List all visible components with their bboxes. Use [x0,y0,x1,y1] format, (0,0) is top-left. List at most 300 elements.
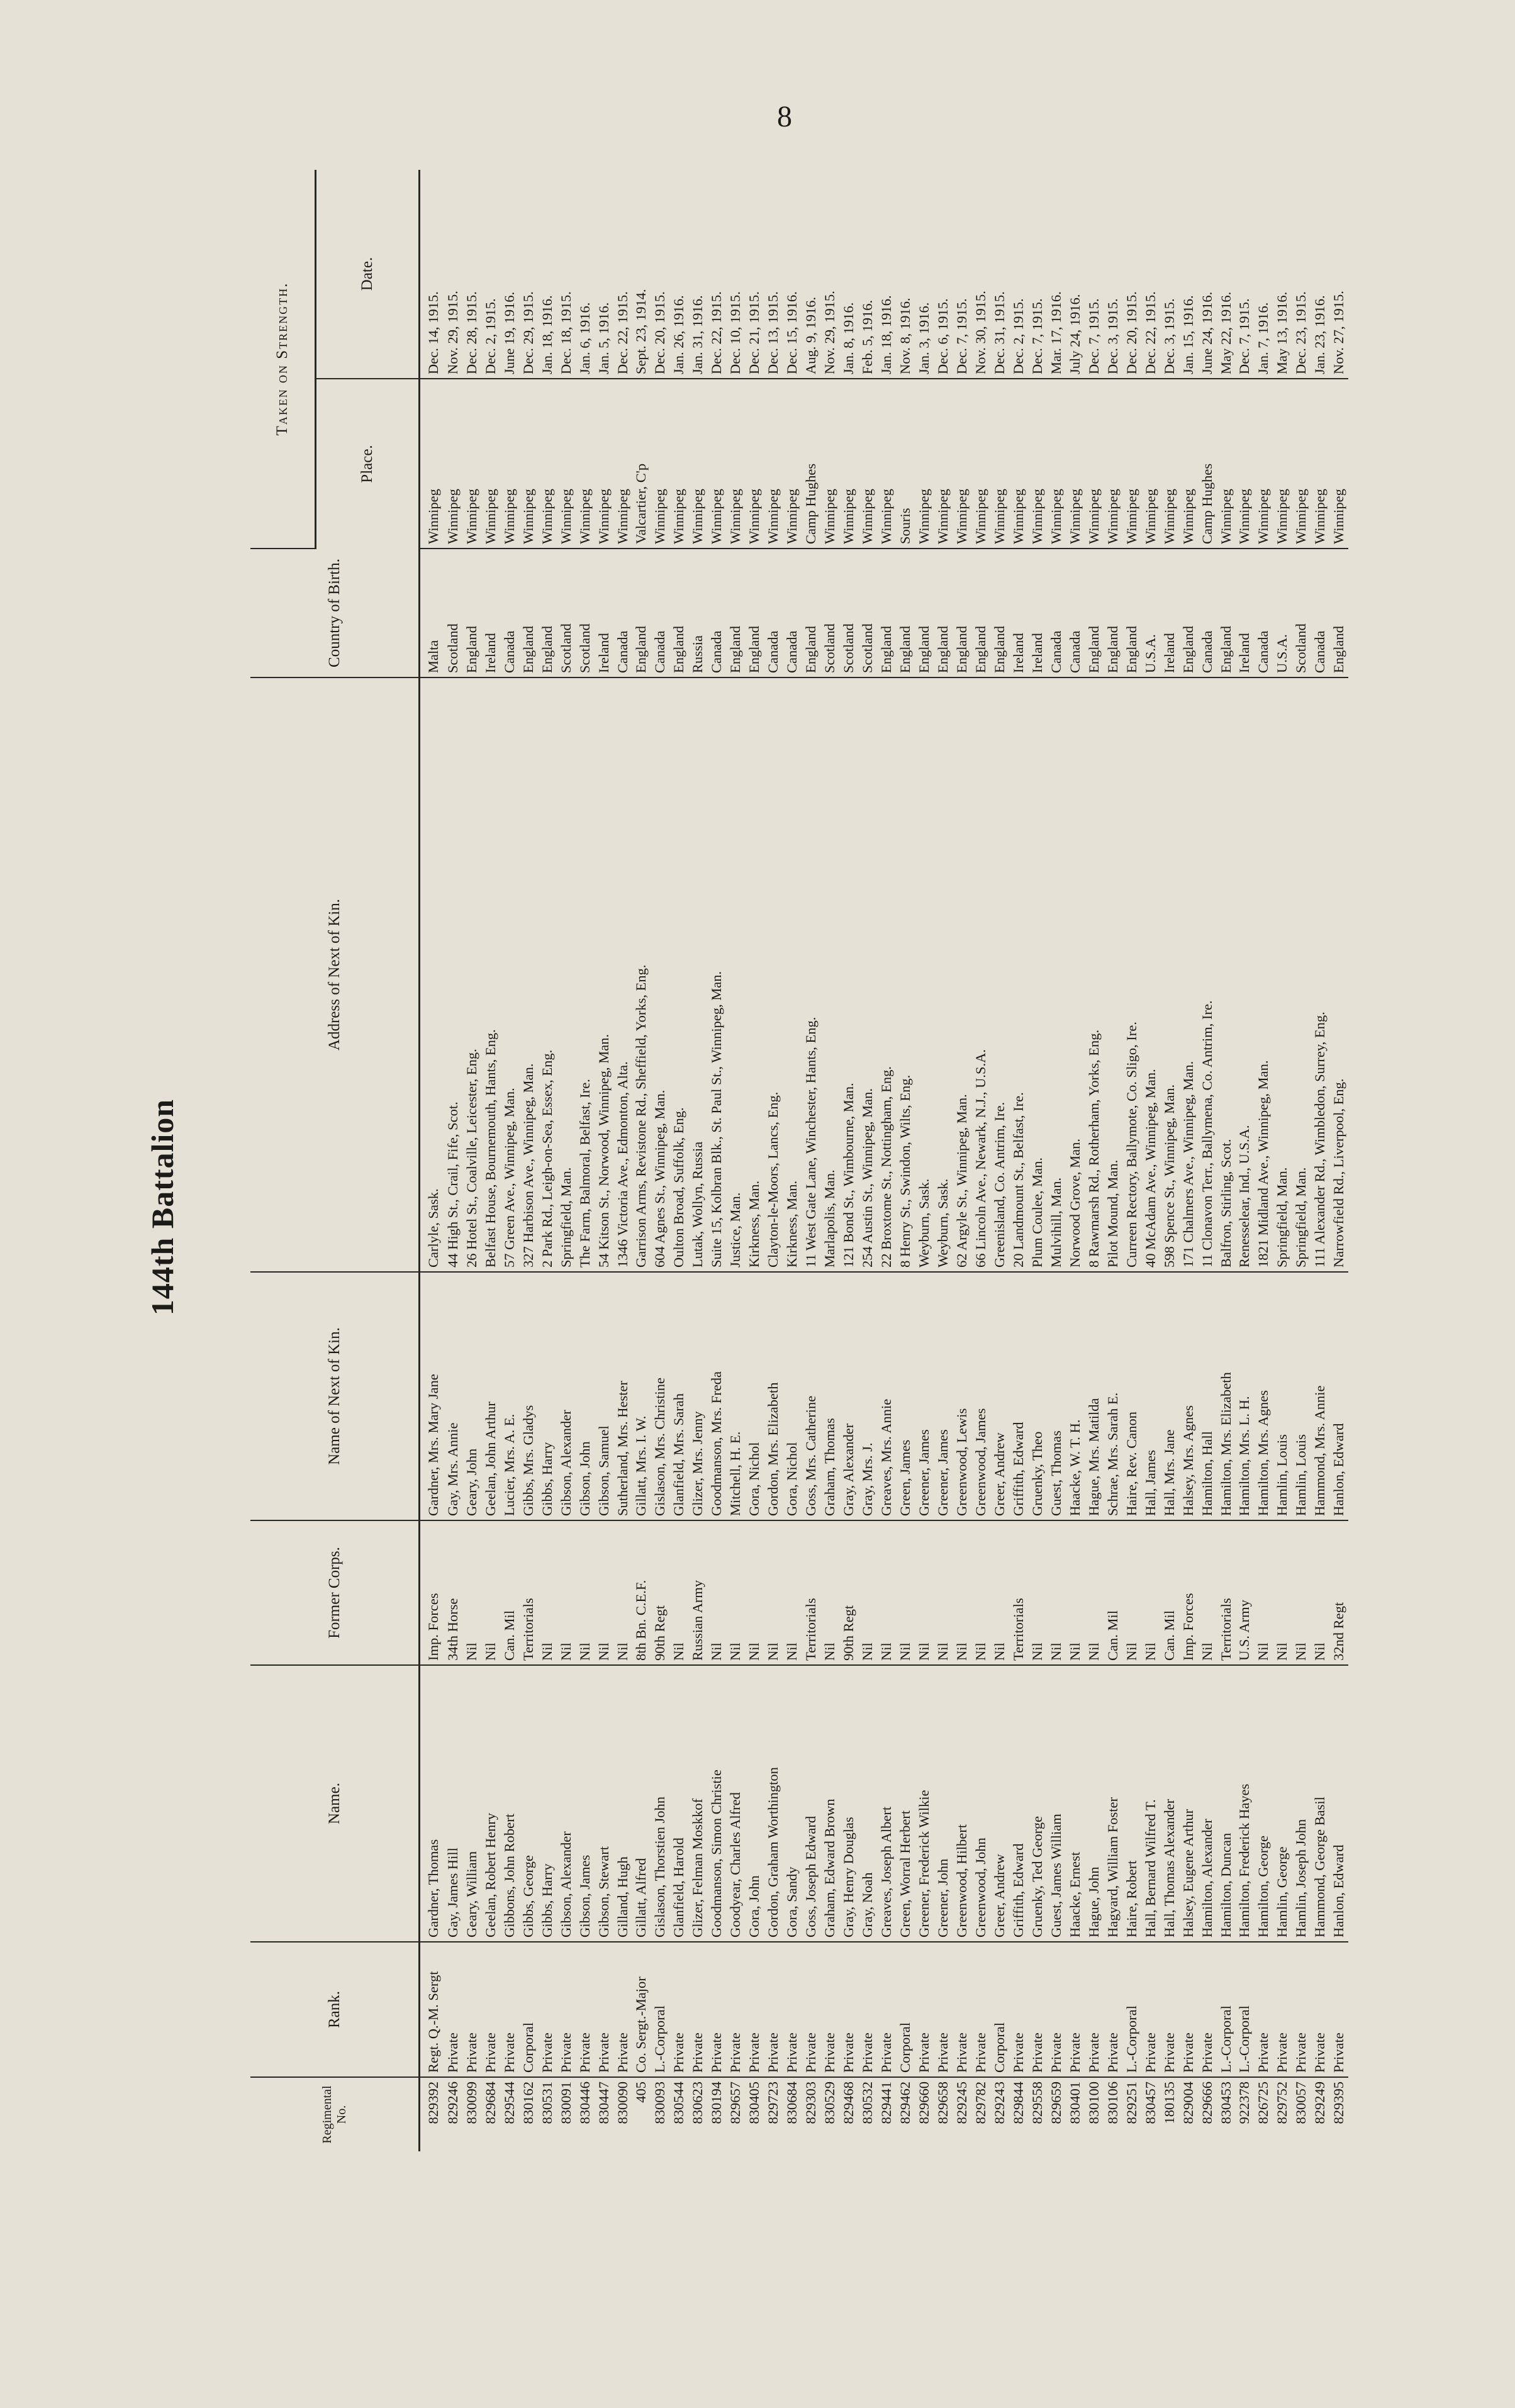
table-row [1235,170,1254,2151]
cell-next-of-kin-name: Sutherland, Mrs. Hester [613,1272,632,1520]
cell-next-of-kin-address: 254 Austin St., Winnipeg, Man. [858,677,877,1272]
cell-next-of-kin-name: Greener, James [934,1272,953,1520]
table-row [632,170,651,2151]
cell-next-of-kin-name: Griffith, Edward [1009,1272,1027,1520]
table-row [745,170,764,2151]
cell-name: Hamilton, Alexander [1197,1665,1216,1942]
cell-rank: Private [688,1942,707,2077]
table-row [877,170,896,2151]
cell-place: Winnipeg [518,379,537,549]
header-address-of-next-of-kin: Address of Next of Kin. [250,677,420,1272]
cell-former-corps: Nil [669,1520,688,1665]
cell-regimental-no: 829246 [444,2082,461,2124]
cell-next-of-kin-name: Mitchell, H. E. [726,1272,745,1520]
cell-country-of-birth: Scotland [575,549,594,677]
cell-country-of-birth: England [462,549,481,677]
cell-name: Gibbs, George [518,1665,537,1942]
cell-next-of-kin-address: Pilot Mound, Man. [1103,677,1122,1272]
cell-rank: Private [556,1942,575,2077]
cell-former-corps: Nil [613,1520,632,1665]
cell-rank: Private [594,1942,613,2077]
cell-regimental-no: 180135 [1161,2082,1177,2124]
cell-former-corps: Nil [877,1520,896,1665]
cell-rank: Private [934,1942,953,2077]
cell-regimental-no: 405 [633,2082,649,2103]
cell-country-of-birth: England [802,549,820,677]
cell-next-of-kin-name: Gislason, Mrs. Christine [651,1272,669,1520]
cell-regimental-no: 829251 [1123,2082,1139,2124]
table-row [613,170,632,2151]
table-row [1292,170,1311,2151]
cell-country-of-birth: England [745,549,764,677]
cell-country-of-birth: Ireland [1009,549,1027,677]
cell-next-of-kin-address: Balfron, Stirling, Scot. [1216,677,1235,1272]
cell-rank: Private [764,1942,783,2077]
cell-next-of-kin-address: 1821 Midland Ave., Winnipeg, Man. [1254,677,1273,1272]
cell-regimental-no: 830405 [746,2082,763,2124]
cell-place: Winnipeg [443,379,462,549]
cell-date: Dec. 28, 1915. [462,170,481,379]
cell-next-of-kin-address: 121 Bond St., Wimbourne, Man. [839,677,858,1272]
table-row [896,170,915,2151]
header-place: Place. [316,379,420,549]
cell-date: Dec. 20, 1915. [651,170,669,379]
cell-former-corps: Nil [537,1520,556,1665]
cell-regimental-no: 830447 [595,2082,612,2124]
cell-name: Gibbs, Harry [537,1665,556,1942]
cell-country-of-birth: Scotland [556,549,575,677]
cell-former-corps: Can. Mil [500,1520,518,1665]
cell-former-corps: Nil [745,1520,764,1665]
cell-former-corps: Territorials [1009,1520,1027,1665]
cell-name: Greener, John [934,1665,953,1942]
table-row [575,170,594,2151]
cell-date: Dec. 15, 1916. [783,170,802,379]
cell-name: Gordon, Graham Worthington [764,1665,783,1942]
cell-former-corps: Nil [481,1520,500,1665]
cell-next-of-kin-address: Kirkness, Man. [745,677,764,1272]
cell-next-of-kin-name: Hall, James [1141,1272,1160,1520]
cell-former-corps: Can. Mil [1160,1520,1178,1665]
cell-date: Dec. 23, 1915. [1292,170,1311,379]
table-row [1311,170,1329,2151]
cell-name: Halsey, Eugene Arthur [1178,1665,1197,1942]
cell-name: Gislason, Thorstien John [651,1665,669,1942]
cell-date: Jan. 8, 1916. [839,170,858,379]
cell-place: Camp Hughes [802,379,820,549]
cell-country-of-birth: Scotland [839,549,858,677]
cell-next-of-kin-name: Gora, Nichol [745,1272,764,1520]
table-row [971,170,990,2151]
cell-next-of-kin-name: Hall, Mrs. Jane [1160,1272,1178,1520]
cell-date: Dec. 2, 1915. [1009,170,1027,379]
table-row [1122,170,1141,2151]
cell-country-of-birth: Ireland [481,549,500,677]
cell-rank: Regt. Q.-M. Sergt [420,1942,444,2077]
cell-place: Winnipeg [1311,379,1329,549]
table-row [1103,170,1122,2151]
cell-rank: Private [1046,1942,1065,2077]
cell-regimental-no: 829558 [1029,2082,1045,2124]
cell-date: Mar. 17, 1916. [1046,170,1065,379]
cell-name: Gardner, Thomas [420,1665,444,1942]
table-row [1084,170,1103,2151]
cell-next-of-kin-address: Renesselear, Ind., U.S.A. [1235,677,1254,1272]
cell-rank: Corporal [896,1942,915,2077]
cell-name: Greer, Andrew [990,1665,1009,1942]
cell-next-of-kin-address: Kirkness, Man. [783,677,802,1272]
cell-rank: Private [745,1942,764,2077]
cell-next-of-kin-name: Haire, Rev. Canon [1122,1272,1141,1520]
cell-name: Greenwood, Hilbert [952,1665,971,1942]
cell-rank: Corporal [518,1942,537,2077]
cell-place: Winnipeg [651,379,669,549]
cell-former-corps: Nil [726,1520,745,1665]
cell-former-corps: Can. Mil [1103,1520,1122,1665]
cell-country-of-birth: Malta [420,549,444,677]
cell-regimental-no: 829544 [501,2082,517,2124]
cell-country-of-birth: England [952,549,971,677]
cell-rank: L.-Corporal [1216,1942,1235,2077]
cell-date: Dec. 3, 1915. [1103,170,1122,379]
cell-date: Dec. 14, 1915. [420,170,444,379]
table-row [1065,170,1084,2151]
cell-place: Winnipeg [820,379,839,549]
cell-date: Dec. 20, 1915. [1122,170,1141,379]
cell-rank: Private [1160,1942,1178,2077]
cell-regimental-no: 829303 [803,2082,819,2124]
table-row [1216,170,1235,2151]
cell-next-of-kin-address: Weyburn, Sask. [934,677,953,1272]
cell-regimental-no: 830684 [784,2082,800,2124]
cell-former-corps: Imp. Forces [1178,1520,1197,1665]
table-row [1160,170,1178,2151]
cell-country-of-birth: England [537,549,556,677]
cell-name: Hamlin, George [1273,1665,1292,1942]
cell-country-of-birth: U.S.A. [1141,549,1160,677]
cell-next-of-kin-name: Gibbs, Harry [537,1272,556,1520]
cell-former-corps: Nil [1292,1520,1311,1665]
cell-next-of-kin-address: Springfield, Man. [1273,677,1292,1272]
cell-next-of-kin-name: Geelan, John Arthur [481,1272,500,1520]
table-row [594,170,613,2151]
cell-date: Dec. 31, 1915. [990,170,1009,379]
cell-name: Hall, Thomas Alexander [1160,1665,1178,1942]
cell-rank: Corporal [990,1942,1009,2077]
cell-country-of-birth: Ireland [1027,549,1046,677]
cell-place: Winnipeg [1141,379,1160,549]
cell-place: Winnipeg [1292,379,1311,549]
table-row [500,170,518,2151]
cell-next-of-kin-name: Hague, Mrs. Matilda [1084,1272,1103,1520]
cell-date: Dec. 29, 1915. [518,170,537,379]
cell-place: Winnipeg [669,379,688,549]
cell-date: Dec. 7, 1915. [1027,170,1046,379]
cell-name: Geary, William [462,1665,481,1942]
cell-place: Winnipeg [613,379,632,549]
cell-name: Geelan, Robert Henry [481,1665,500,1942]
cell-date: Nov. 8, 1916. [896,170,915,379]
cell-next-of-kin-address: Belfast House, Bournemouth, Hants, Eng. [481,677,500,1272]
cell-next-of-kin-name: Hamlin, Louis [1273,1272,1292,1520]
cell-country-of-birth: Scotland [820,549,839,677]
cell-country-of-birth: Canada [1046,549,1065,677]
table-row [707,170,726,2151]
cell-rank: Private [1329,1942,1348,2077]
cell-former-corps: 8th Bn. C.E.F. [632,1520,651,1665]
cell-former-corps: 32nd Regt [1329,1520,1348,1665]
cell-date: Jan. 15, 1916. [1178,170,1197,379]
cell-date: Dec. 18, 1915. [556,170,575,379]
cell-rank: L.-Corporal [1235,1942,1254,2077]
cell-next-of-kin-address: 8 Henry St., Swindon, Wilts, Eng. [896,677,915,1272]
cell-date: Dec. 7, 1915. [952,170,971,379]
cell-former-corps: Nil [707,1520,726,1665]
cell-name: Gay, James Hill [443,1665,462,1942]
table-row [764,170,783,2151]
table-row [537,170,556,2151]
cell-rank: Private [707,1942,726,2077]
cell-place: Winnipeg [1027,379,1046,549]
cell-place: Winnipeg [839,379,858,549]
cell-former-corps: Territorials [802,1520,820,1665]
cell-date: Feb. 5, 1916. [858,170,877,379]
cell-regimental-no: 829659 [1048,2082,1064,2124]
cell-place: Winnipeg [971,379,990,549]
table-row [420,170,444,2151]
cell-rank: Private [575,1942,594,2077]
cell-place: Winnipeg [783,379,802,549]
cell-country-of-birth: Scotland [1292,549,1311,677]
cell-date: Jan. 7, 1916. [1254,170,1273,379]
cell-former-corps: Nil [556,1520,575,1665]
cell-place: Winnipeg [745,379,764,549]
table-row [688,170,707,2151]
cell-regimental-no: 830529 [822,2082,838,2124]
cell-next-of-kin-name: Haacke, W. T. H. [1065,1272,1084,1520]
cell-regimental-no: 830623 [690,2082,706,2124]
cell-former-corps: Nil [915,1520,934,1665]
cell-next-of-kin-address: The Farm, Balmoral, Belfast, Ire. [575,677,594,1272]
cell-next-of-kin-name: Guest, Thomas [1046,1272,1065,1520]
cell-next-of-kin-name: Graham, Thomas [820,1272,839,1520]
roster-body [420,170,1349,2151]
cell-regimental-no: 829243 [991,2082,1007,2124]
cell-regimental-no: 830446 [576,2082,593,2124]
cell-place: Winnipeg [500,379,518,549]
cell-place: Camp Hughes [1197,379,1216,549]
cell-former-corps: Russian Army [688,1520,707,1665]
header-regimental-no: Regimental No. [250,2077,420,2151]
cell-former-corps: Imp. Forces [420,1520,444,1665]
cell-date: Sept. 23, 1914. [632,170,651,379]
cell-place: Winnipeg [1329,379,1348,549]
table-row [1027,170,1046,2151]
cell-next-of-kin-address: Carlyle, Sask. [420,677,444,1272]
cell-place: Winnipeg [1160,379,1178,549]
cell-next-of-kin-address: 111 Alexander Rd., Wimbledon, Surrey, Eng. [1311,677,1329,1272]
cell-next-of-kin-name: Green, James [896,1272,915,1520]
cell-place: Winnipeg [1273,379,1292,549]
cell-rank: Private [877,1942,896,2077]
cell-next-of-kin-name: Hamilton, Hall [1197,1272,1216,1520]
cell-place: Winnipeg [1235,379,1254,549]
cell-regimental-no: 829468 [841,2082,857,2124]
cell-name: Guest, James William [1046,1665,1065,1942]
cell-regimental-no: 829395 [1331,2082,1347,2124]
cell-next-of-kin-address: Oulton Broad, Suffolk, Eng. [669,677,688,1272]
cell-next-of-kin-name: Gray, Mrs. J. [858,1272,877,1520]
cell-date: Dec. 3, 1915. [1160,170,1178,379]
cell-next-of-kin-address: 54 Kitson St., Norwood, Winnipeg, Man. [594,677,613,1272]
cell-name: Gilland, Hugh [613,1665,632,1942]
cell-date: July 24, 1916. [1065,170,1084,379]
cell-former-corps: U.S. Army [1235,1520,1254,1665]
cell-former-corps: Nil [1027,1520,1046,1665]
cell-date: Dec. 2, 1915. [481,170,500,379]
cell-next-of-kin-name: Greenwood, James [971,1272,990,1520]
cell-next-of-kin-name: Glizer, Mrs. Jenny [688,1272,707,1520]
cell-regimental-no: 830057 [1293,2082,1309,2124]
cell-next-of-kin-address: Springfield, Man. [1292,677,1311,1272]
roster-table [250,170,1348,2151]
cell-regimental-no: 830532 [859,2082,876,2124]
cell-regimental-no: 829684 [482,2082,498,2124]
header-rank: Rank. [250,1942,420,2077]
cell-next-of-kin-address: Norwood Grove, Man. [1065,677,1084,1272]
cell-rank: L.-Corporal [651,1942,669,2077]
cell-regimental-no: 830099 [463,2082,479,2124]
cell-rank: Private [1292,1942,1311,2077]
cell-next-of-kin-address: Weyburn, Sask. [915,677,934,1272]
cell-name: Goodmanson, Simon Christie [707,1665,726,1942]
cell-date: Jan. 26, 1916. [669,170,688,379]
table-row [839,170,858,2151]
table-row [1178,170,1197,2151]
cell-rank: Private [1273,1942,1292,2077]
cell-name: Haire, Robert [1122,1665,1141,1942]
cell-rank: Private [613,1942,632,2077]
cell-name: Hamlin, Joseph John [1292,1665,1311,1942]
cell-date: Dec. 22, 1915. [707,170,726,379]
cell-regimental-no: 830162 [520,2082,536,2124]
cell-rank: Private [1084,1942,1103,2077]
page-title: 144th Battalion [145,1098,180,1316]
header-name-of-next-of-kin: Name of Next of Kin. [250,1272,420,1520]
cell-former-corps: Nil [971,1520,990,1665]
cell-regimental-no: 829249 [1312,2082,1328,2124]
cell-name: Hamilton, Frederick Hayes [1235,1665,1254,1942]
cell-date: Dec. 22, 1915. [613,170,632,379]
table-row [651,170,669,2151]
table-row [1254,170,1273,2151]
table-row [915,170,934,2151]
cell-former-corps: Nil [1311,1520,1329,1665]
cell-former-corps: Territorials [1216,1520,1235,1665]
cell-country-of-birth: Scotland [858,549,877,677]
cell-place: Winnipeg [1009,379,1027,549]
cell-name: Hanlon, Edward [1329,1665,1348,1942]
cell-name: Gruenky, Ted George [1027,1665,1046,1942]
cell-date: Jan. 3, 1916. [915,170,934,379]
cell-date: Dec. 7, 1915. [1235,170,1254,379]
cell-regimental-no: 829666 [1199,2082,1215,2124]
table-row [443,170,462,2151]
cell-date: Dec. 21, 1915. [745,170,764,379]
cell-country-of-birth: Russia [688,549,707,677]
cell-former-corps: Nil [1065,1520,1084,1665]
table-row [858,170,877,2151]
cell-place: Winnipeg [952,379,971,549]
cell-regimental-no: 830457 [1142,2082,1158,2124]
cell-rank: Private [500,1942,518,2077]
cell-country-of-birth: Canada [500,549,518,677]
cell-former-corps: Nil [820,1520,839,1665]
cell-next-of-kin-address: 171 Chalmers Ave., Winnipeg, Man. [1178,677,1197,1272]
cell-name: Greener, Frederick Wilkie [915,1665,934,1942]
cell-next-of-kin-name: Hamilton, Mrs. Elizabeth [1216,1272,1235,1520]
cell-next-of-kin-name: Greener, James [915,1272,934,1520]
cell-country-of-birth: Canada [613,549,632,677]
cell-country-of-birth: Canada [764,549,783,677]
cell-former-corps: 90th Regt [839,1520,858,1665]
cell-country-of-birth: Canada [1065,549,1084,677]
cell-former-corps: Territorials [518,1520,537,1665]
cell-place: Souris [896,379,915,549]
cell-name: Hall, Bernard Wilfred T. [1141,1665,1160,1942]
cell-place: Winnipeg [1254,379,1273,549]
cell-rank: Private [915,1942,934,2077]
cell-name: Griffith, Edward [1009,1665,1027,1942]
cell-rank: Private [1178,1942,1197,2077]
cell-regimental-no: 830544 [671,2082,687,2124]
cell-regimental-no: 830531 [539,2082,555,2124]
cell-country-of-birth: England [934,549,953,677]
cell-country-of-birth: England [1329,549,1348,677]
cell-next-of-kin-name: Hammond, Mrs. Annie [1311,1272,1329,1520]
cell-name: Hagyard, William Foster [1103,1665,1122,1942]
cell-rank: Private [443,1942,462,2077]
cell-next-of-kin-name: Gillatt, Mrs. I. W. [632,1272,651,1520]
cell-name: Gora, Sandy [783,1665,802,1942]
table-row [1009,170,1027,2151]
cell-former-corps: Nil [952,1520,971,1665]
cell-place: Winnipeg [707,379,726,549]
cell-rank: Private [1027,1942,1046,2077]
cell-next-of-kin-address: Marlapolis, Man. [820,677,839,1272]
cell-name: Goss, Joseph Edward [802,1665,820,1942]
cell-regimental-no: 829392 [425,2082,441,2124]
cell-next-of-kin-name: Greaves, Mrs. Annie [877,1272,896,1520]
cell-rank: Private [952,1942,971,2077]
header-name: Name. [250,1665,420,1942]
cell-rank: Private [1254,1942,1273,2077]
header-former-corps: Former Corps. [250,1520,420,1665]
cell-place: Winnipeg [915,379,934,549]
cell-next-of-kin-address: 8 Rawmarsh Rd., Rotherham, Yorks, Eng. [1084,677,1103,1272]
cell-next-of-kin-name: Greenwood, Lewis [952,1272,971,1520]
cell-regimental-no: 830453 [1217,2082,1234,2124]
table-row [669,170,688,2151]
cell-name: Hammond, George Basil [1311,1665,1329,1942]
cell-place: Winnipeg [1103,379,1122,549]
cell-next-of-kin-address: 20 Landmount St., Belfast, Ire. [1009,677,1027,1272]
cell-date: Dec. 7, 1915. [1084,170,1103,379]
cell-next-of-kin-name: Gay, Mrs. Annie [443,1272,462,1520]
cell-former-corps: Nil [934,1520,953,1665]
cell-place: Winnipeg [537,379,556,549]
cell-rank: Private [1065,1942,1084,2077]
